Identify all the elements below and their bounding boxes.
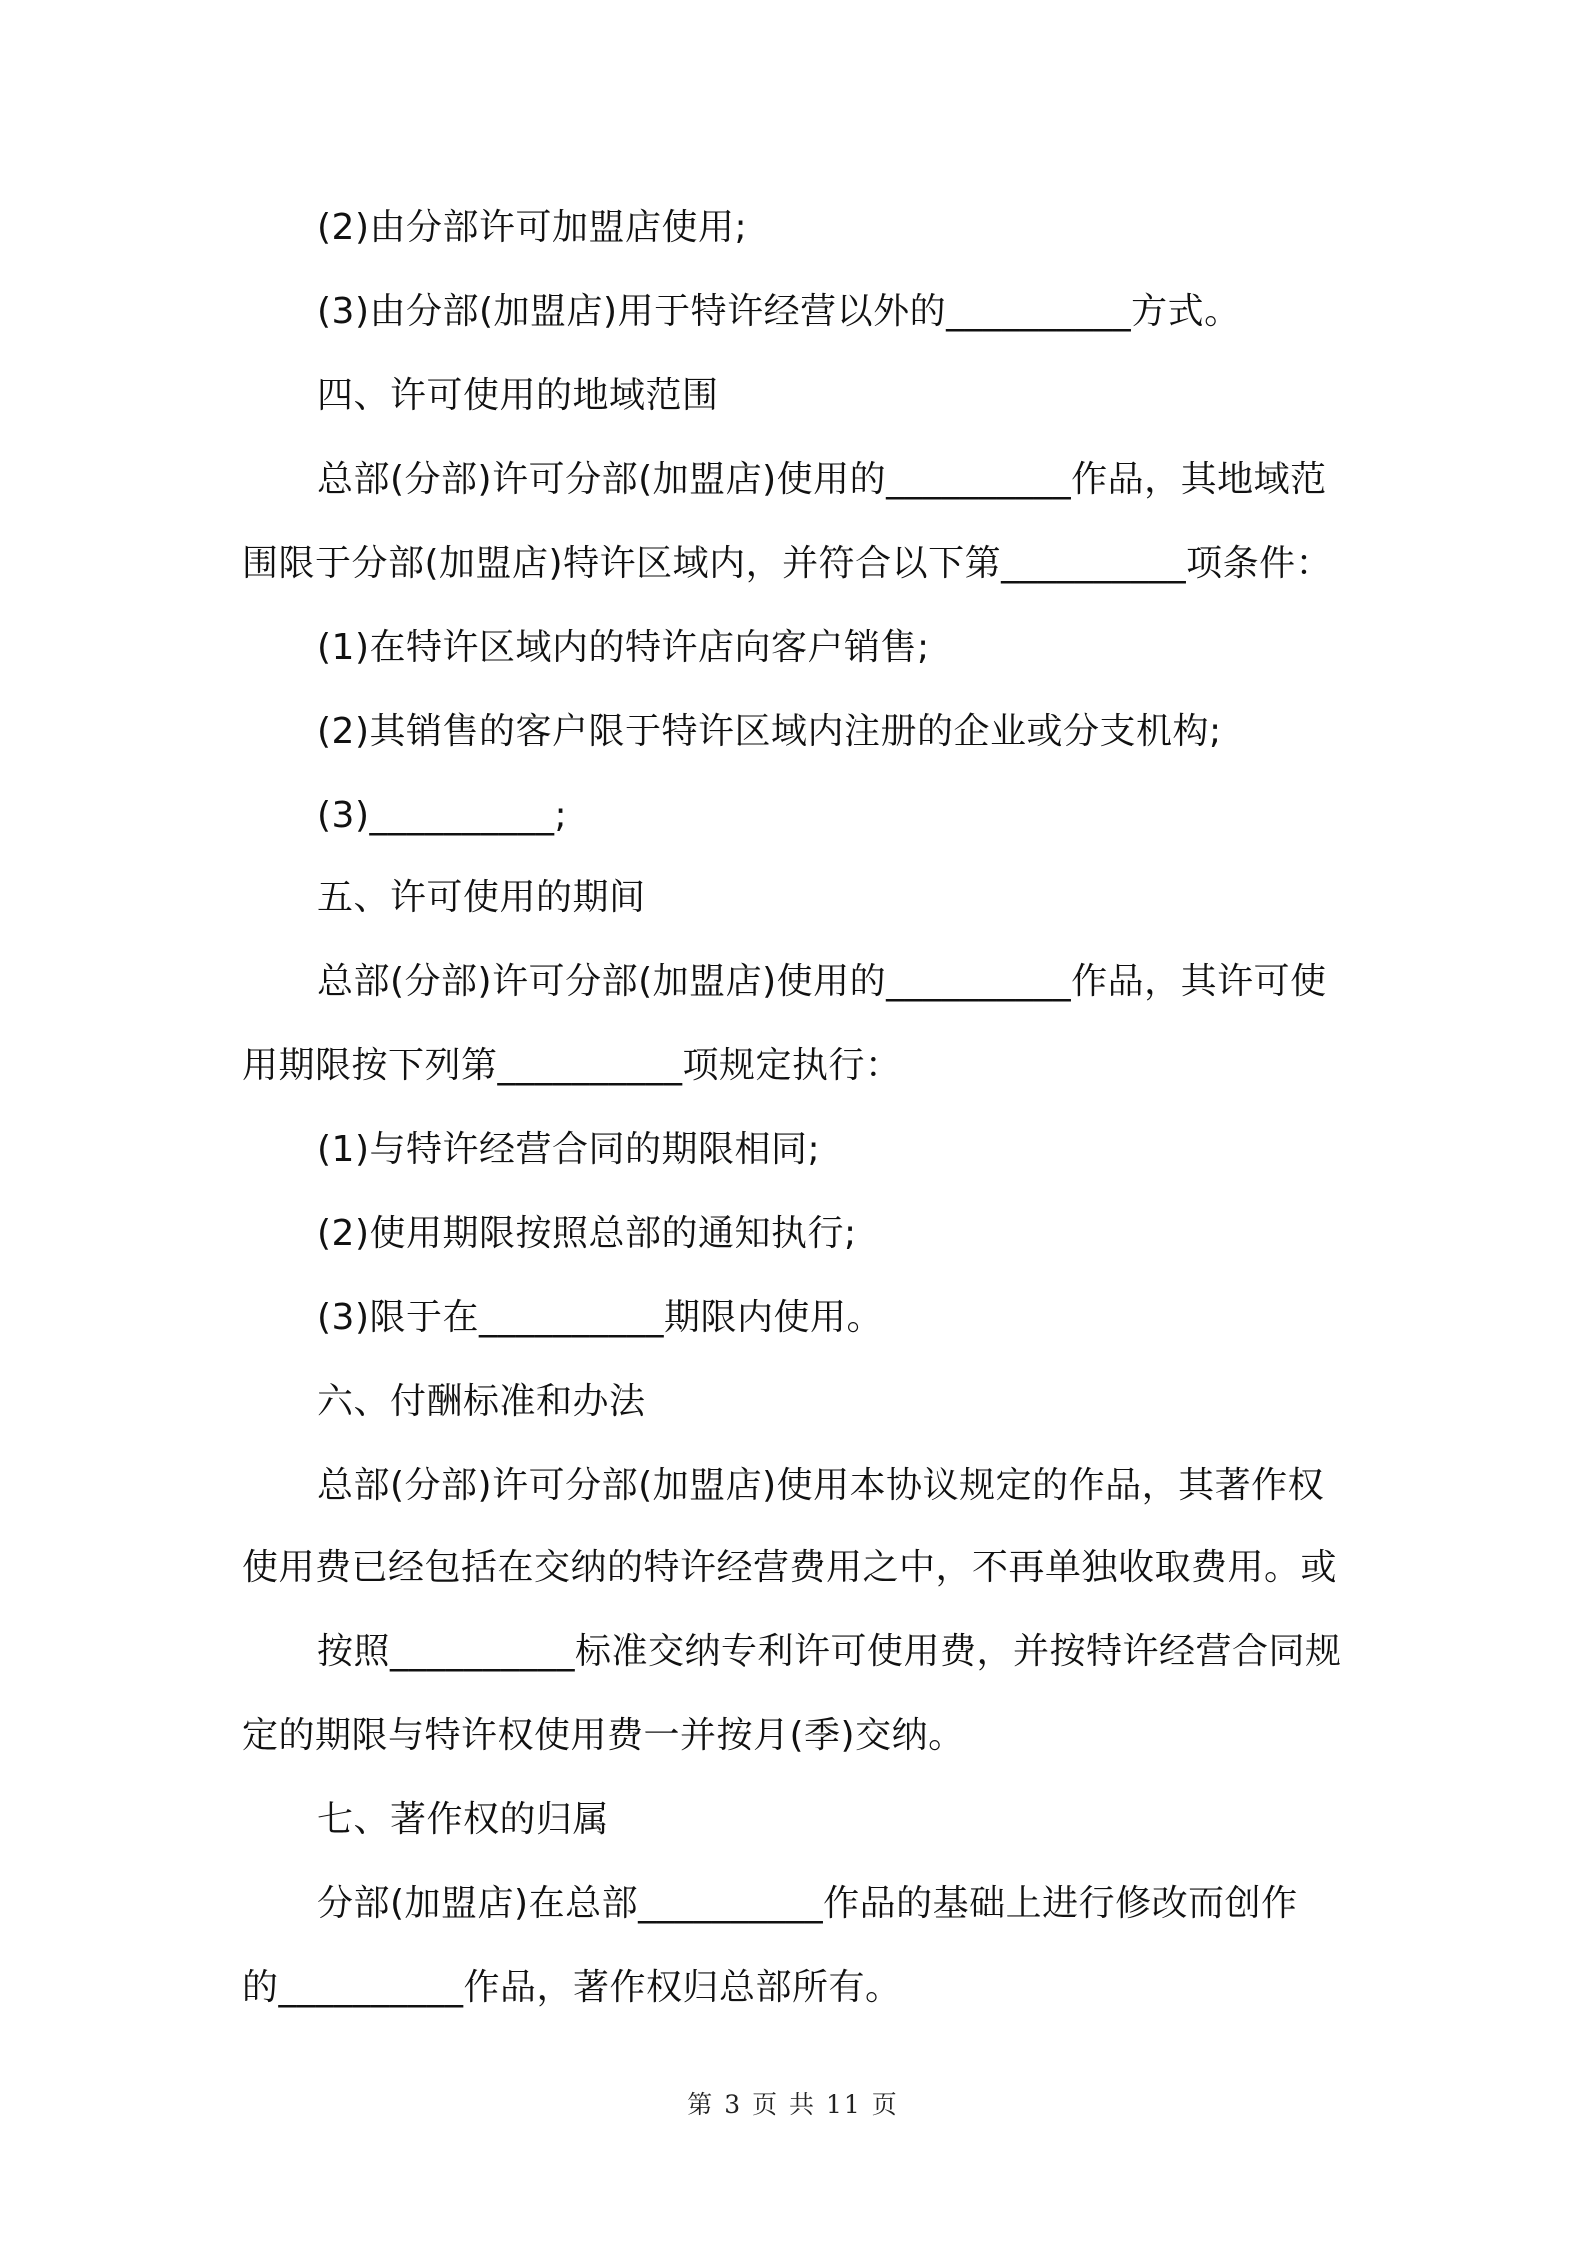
section-heading: 七、著作权的归属 [317,1799,610,1840]
page-number-footer: 第 3 页 共 11 页 [687,2090,899,2119]
paragraph-line: 用期限按下列第__________项规定执行： [242,1045,902,1086]
list-item: (1)与特许经营合同的期限相同; [317,1129,821,1170]
list-item: (3)由分部(加盟店)用于特许经营以外的__________方式。 [317,291,1241,332]
list-item: (2)其销售的客户限于特许区域内注册的企业或分支机构; [317,711,1222,752]
paragraph-line: 分部(加盟店)在总部__________作品的基础上进行修改而创作 [317,1883,1298,1924]
section-heading: 四、许可使用的地域范围 [317,375,719,416]
paragraph-line: 使用费已经包括在交纳的特许经营费用之中，不再单独收取费用。或 [242,1547,1338,1588]
section-heading: 五、许可使用的期间 [317,877,646,918]
list-item: (3)__________; [317,795,568,836]
paragraph-line: 定的期限与特许权使用费一并按月(季)交纳。 [242,1715,965,1756]
list-item: (3)限于在__________期限内使用。 [317,1297,883,1338]
list-item: (1)在特许区域内的特许店向客户销售; [317,627,930,668]
paragraph-line: 总部(分部)许可分部(加盟店)使用的__________作品，其许可使 [317,961,1327,1002]
paragraph-line: 的__________作品，著作权归总部所有。 [242,1967,902,2008]
list-item: (2)由分部许可加盟店使用; [317,207,748,248]
section-heading: 六、付酬标准和办法 [317,1381,646,1422]
list-item: (2)使用期限按照总部的通知执行; [317,1213,857,1254]
paragraph-line: 按照__________标准交纳专利许可使用费，并按特许经营合同规 [317,1631,1342,1672]
paragraph-line: 总部(分部)许可分部(加盟店)使用本协议规定的作品，其著作权 [317,1465,1325,1506]
paragraph-line: 围限于分部(加盟店)特许区域内，并符合以下第__________项条件： [242,543,1333,584]
paragraph-line: 总部(分部)许可分部(加盟店)使用的__________作品，其地域范 [317,459,1327,500]
